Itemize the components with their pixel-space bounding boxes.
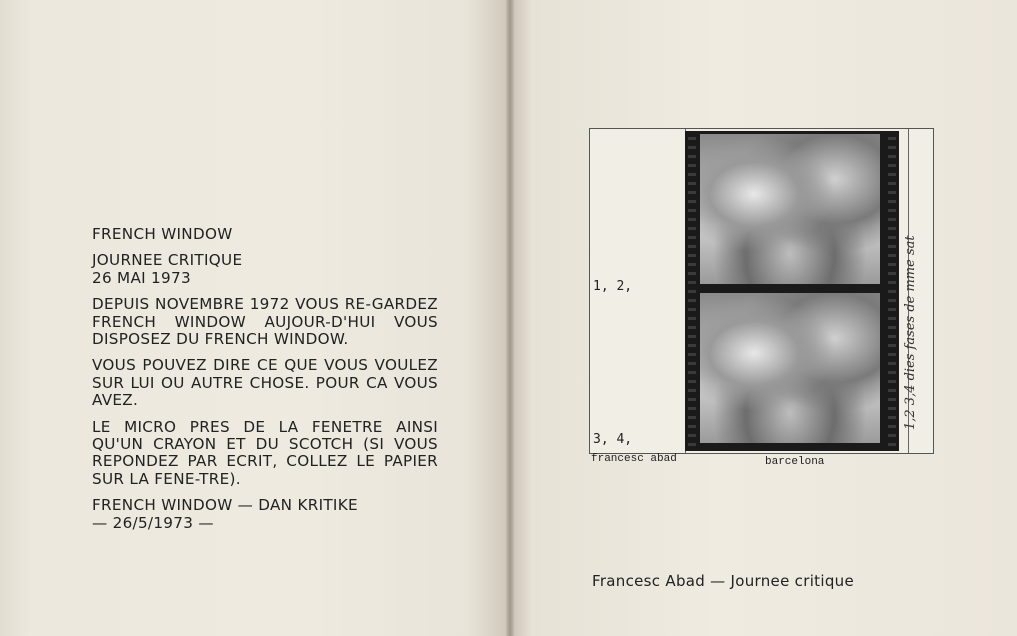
label-1-2: 1, 2,	[593, 279, 633, 294]
paragraph-2: VOUS POUVEZ DIRE CE QUE VOUS VOULEZ SUR LUI OU AUTRE CHOSE. POUR CA VOUS AVEZ.	[92, 356, 438, 410]
label-3-4: 3, 4,	[593, 432, 633, 447]
subheading	[92, 252, 438, 287]
signature: FRENCH WINDOW — DAN KRITIKE — 26/5/1973 —	[92, 496, 358, 532]
sprocket-holes-left	[688, 131, 696, 451]
typed-name: francesc abad	[591, 453, 677, 465]
paragraph-3: LE MICRO PRES DE LA FENETRE AINSI QU'UN CRAYON ET DU SCOTCH (SI VOUS REPONDEZ PAR ECRIT, COLLEZ LE PAPIER SUR LA FENE-TRE).	[92, 417, 438, 488]
sprocket-holes-right	[888, 131, 896, 451]
subheading-line2: 26 MAI 1973	[92, 268, 191, 287]
paragraph-1: DEPUIS NOVEMBRE 1972 VOUS RE-GARDEZ FRENCH WINDOW AUJOUR-D'HUI VOUS DISPOSEZ DU FRENCH WINDOW.	[92, 295, 438, 349]
left-page-text	[92, 226, 438, 541]
book-gutter	[506, 0, 514, 636]
film-frame-bottom	[700, 293, 880, 443]
subheading-line1: JOURNEE CRITIQUE	[92, 251, 243, 270]
heading: FRENCH WINDOW	[92, 225, 233, 243]
film-strip	[685, 131, 899, 451]
film-frame-top	[700, 134, 880, 284]
typed-city: barcelona	[765, 456, 825, 468]
handwritten-note: 1,2 3,4 dies fases de mme sat	[903, 235, 918, 430]
right-page-caption: Francesc Abad — Journee critique	[592, 572, 854, 590]
film-strip-figure	[589, 128, 934, 454]
